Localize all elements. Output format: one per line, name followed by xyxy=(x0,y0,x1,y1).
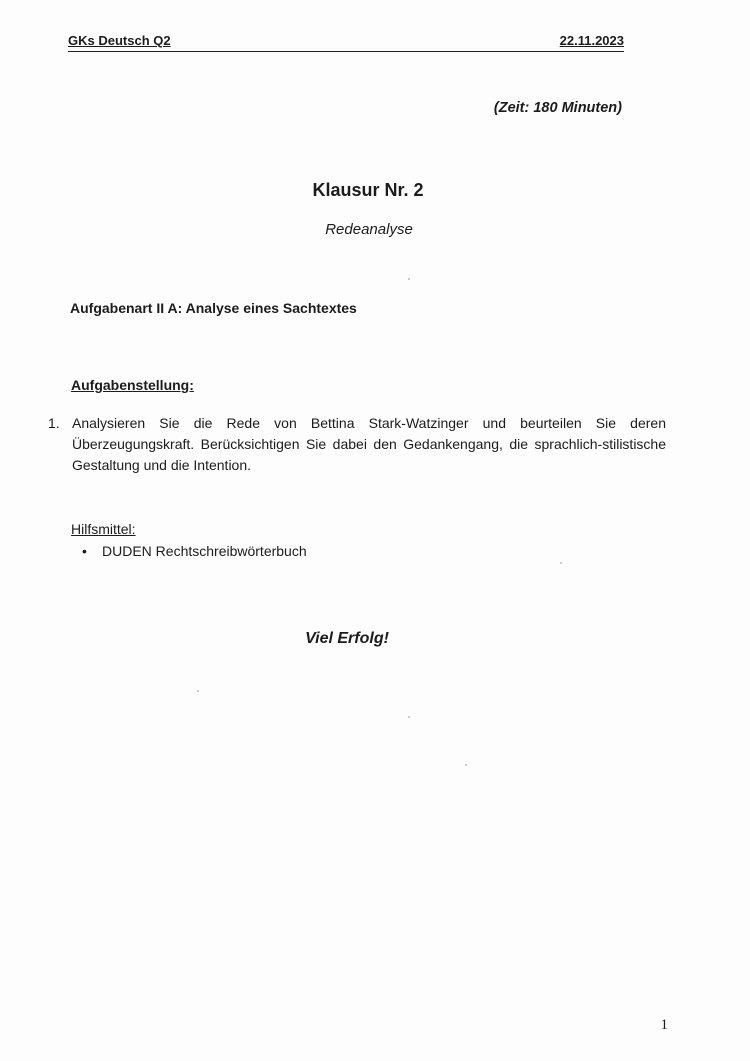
scan-speck xyxy=(560,562,562,564)
task-type: Aufgabenart II A: Analyse eines Sachtextes xyxy=(70,300,357,316)
closing-message: Viel Erfolg! xyxy=(305,630,389,647)
task-number: 1. xyxy=(48,415,60,431)
page-subtitle: Redeanalyse xyxy=(325,221,413,238)
assignment-heading: Aufgabenstellung: xyxy=(71,377,194,393)
task-item xyxy=(48,413,666,476)
bullet-icon: • xyxy=(82,543,87,559)
scan-speck xyxy=(197,690,199,692)
page-title: Klausur Nr. 2 xyxy=(312,180,424,200)
aids-heading: Hilfsmittel: xyxy=(71,521,136,537)
list-item xyxy=(80,543,307,559)
course-label: GKs Deutsch Q2 xyxy=(68,33,171,48)
time-limit: (Zeit: 180 Minuten) xyxy=(493,100,622,116)
aids-item-label: DUDEN Rechtschreibwörterbuch xyxy=(102,543,307,559)
scan-speck xyxy=(408,278,410,280)
scan-speck xyxy=(465,764,467,766)
page-header xyxy=(68,31,624,52)
task-text: Analysieren Sie die Rede von Bettina Stark-Watzinger und beurteilen Sie deren Überzeugungskraft. Berücksichtigen Sie dabei den Gedankengang, die sprachlich-stilistische Gestaltung und die Intention. xyxy=(72,415,666,473)
page-number: 1 xyxy=(660,1017,668,1033)
aids-list xyxy=(80,543,307,559)
exam-date: 22.11.2023 xyxy=(559,33,624,48)
scan-speck xyxy=(408,716,410,718)
